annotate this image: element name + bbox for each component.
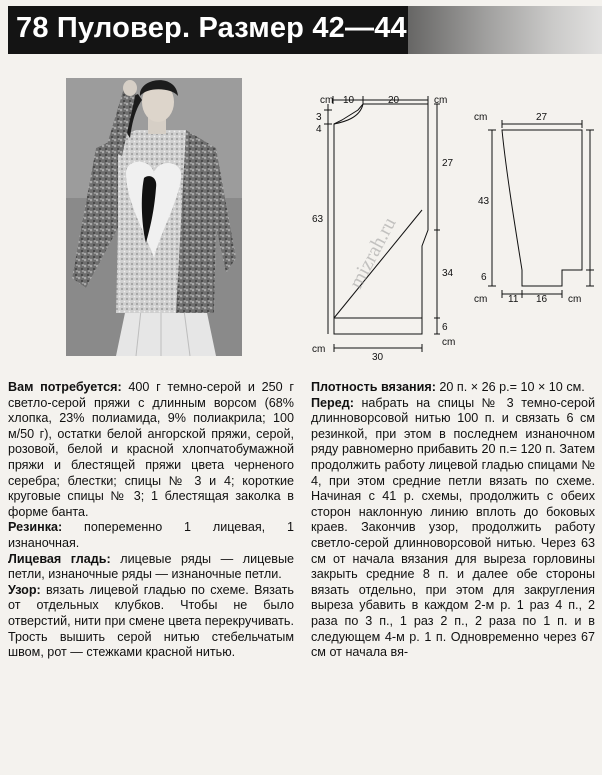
sleeve-unit-bottom-right: cm [568, 294, 582, 305]
unit-label-top-right: cm [434, 95, 448, 106]
materials-paragraph [8, 380, 294, 520]
front-dim-bottom: 30 [372, 352, 384, 363]
pattern-heading: Узор: [8, 582, 41, 597]
sleeve-dim-bottom-1: 11 [508, 294, 519, 305]
front-dim-top-1: 10 [343, 95, 355, 106]
watermark-text: mizrah.ru [344, 213, 401, 293]
front-dim-left-2: 4 [316, 124, 322, 135]
sleeve-unit-bottom: cm [474, 294, 488, 305]
ribbing-heading: Резинка: [8, 520, 63, 535]
sleeve-dim-top: 27 [536, 112, 548, 123]
front-dim-right-2: 34 [442, 268, 454, 279]
sleeve-dim-cuff: 6 [481, 272, 487, 283]
front-dim-right-3: 6 [442, 322, 448, 333]
schematic-diagrams [300, 80, 600, 370]
front-dim-right-1: 27 [442, 158, 454, 169]
front-dim-left-1: 3 [316, 112, 322, 123]
materials-heading: Вам потребуется: [8, 380, 122, 394]
model-illustration [66, 78, 242, 356]
right-text-column [311, 380, 595, 661]
stockinette-paragraph [8, 552, 294, 583]
unit-label-top-left: cm [320, 95, 334, 106]
front-paragraph [311, 396, 595, 661]
front-text: набрать на спицы № 3 темно-серой длинноворсовой нитью 100 п. и связать 6 см резинкой, при этом в последнем изнаночном ряду равномерно прибавить 20 п.= 120 п. Затем продолжить работу лицевой гладью спицами № 4, при этом средние петли вязать по схеме. Начиная с 41 р. схемы, продолжить с обеих сторон наклонную линию вплоть до боковых краев. Закончив узор, продолжить работу светло-серой длинноворсовой нитью. Через 63 см от начала вязания для выреза горловины закрыть средние 8 п. и далее обе стороны вязать отдельно, при этом для закругления выреза убавить в каждом 2-м р. 1 раз 4 п., 2 раза по 3 п., 1 раз 2 п., 2 раза по 1 п. и в следующем 4-м р. 1 п. Одновременно через 67 см от начала вя- [311, 395, 595, 660]
sleeve-dim-bottom-2: 16 [536, 294, 548, 305]
pattern-paragraph [8, 583, 294, 661]
model-photo [66, 78, 242, 356]
gauge-paragraph [311, 380, 595, 396]
gauge-heading: Плотность вязания: [311, 380, 436, 394]
front-heading: Перед: [311, 395, 354, 410]
ribbing-paragraph [8, 520, 294, 551]
sleeve-unit-top: cm [474, 112, 488, 123]
unit-label-bottom: cm [312, 344, 326, 355]
unit-label-right: cm [442, 337, 456, 348]
materials-text: 400 г темно-серой и 250 г светло-серой пряжи с длинным ворсом (68% хлопка, 23% полиамида, 9% полиакрила; 100 м/50 г), остатки белой ангорской пряжи, серой, розовой, белой и красной хлопчатобумажной пряжи и блестящей пряжи цвета черненого серебра; блестки; спицы № 3 и 4; короткие круговые спицы № 3; 1 блестящая заколка в форме банта. [8, 380, 294, 519]
front-dim-top-2: 20 [388, 95, 400, 106]
title-bar [0, 0, 602, 58]
stockinette-heading: Лицевая гладь: [8, 551, 111, 566]
sleeve-dim-side: 43 [478, 196, 490, 207]
title-gradient [408, 6, 602, 54]
gauge-text: 20 п. × 26 р.= 10 × 10 см. [435, 380, 585, 394]
pattern-text: вязать лицевой гладью по схеме. Вязать от отдельных клубков. Чтобы не было отверстий, нити при смене цвета перекручивать. Трость вышить серой нитью стебельчатым швом, рот — стежками красной нитью. [8, 582, 294, 660]
ribbing-text: попеременно 1 лицевая, 1 изнаночная. [8, 520, 294, 550]
front-dim-left-3: 63 [312, 214, 324, 225]
page-title: 78 Пуловер. Размер 42—44 [16, 12, 407, 44]
sleeve-piece-outline [502, 130, 582, 286]
stockinette-text: лицевые ряды — лицевые петли, изнаночные ряды — изнаночные петли. [8, 551, 294, 582]
left-text-column [8, 380, 294, 661]
